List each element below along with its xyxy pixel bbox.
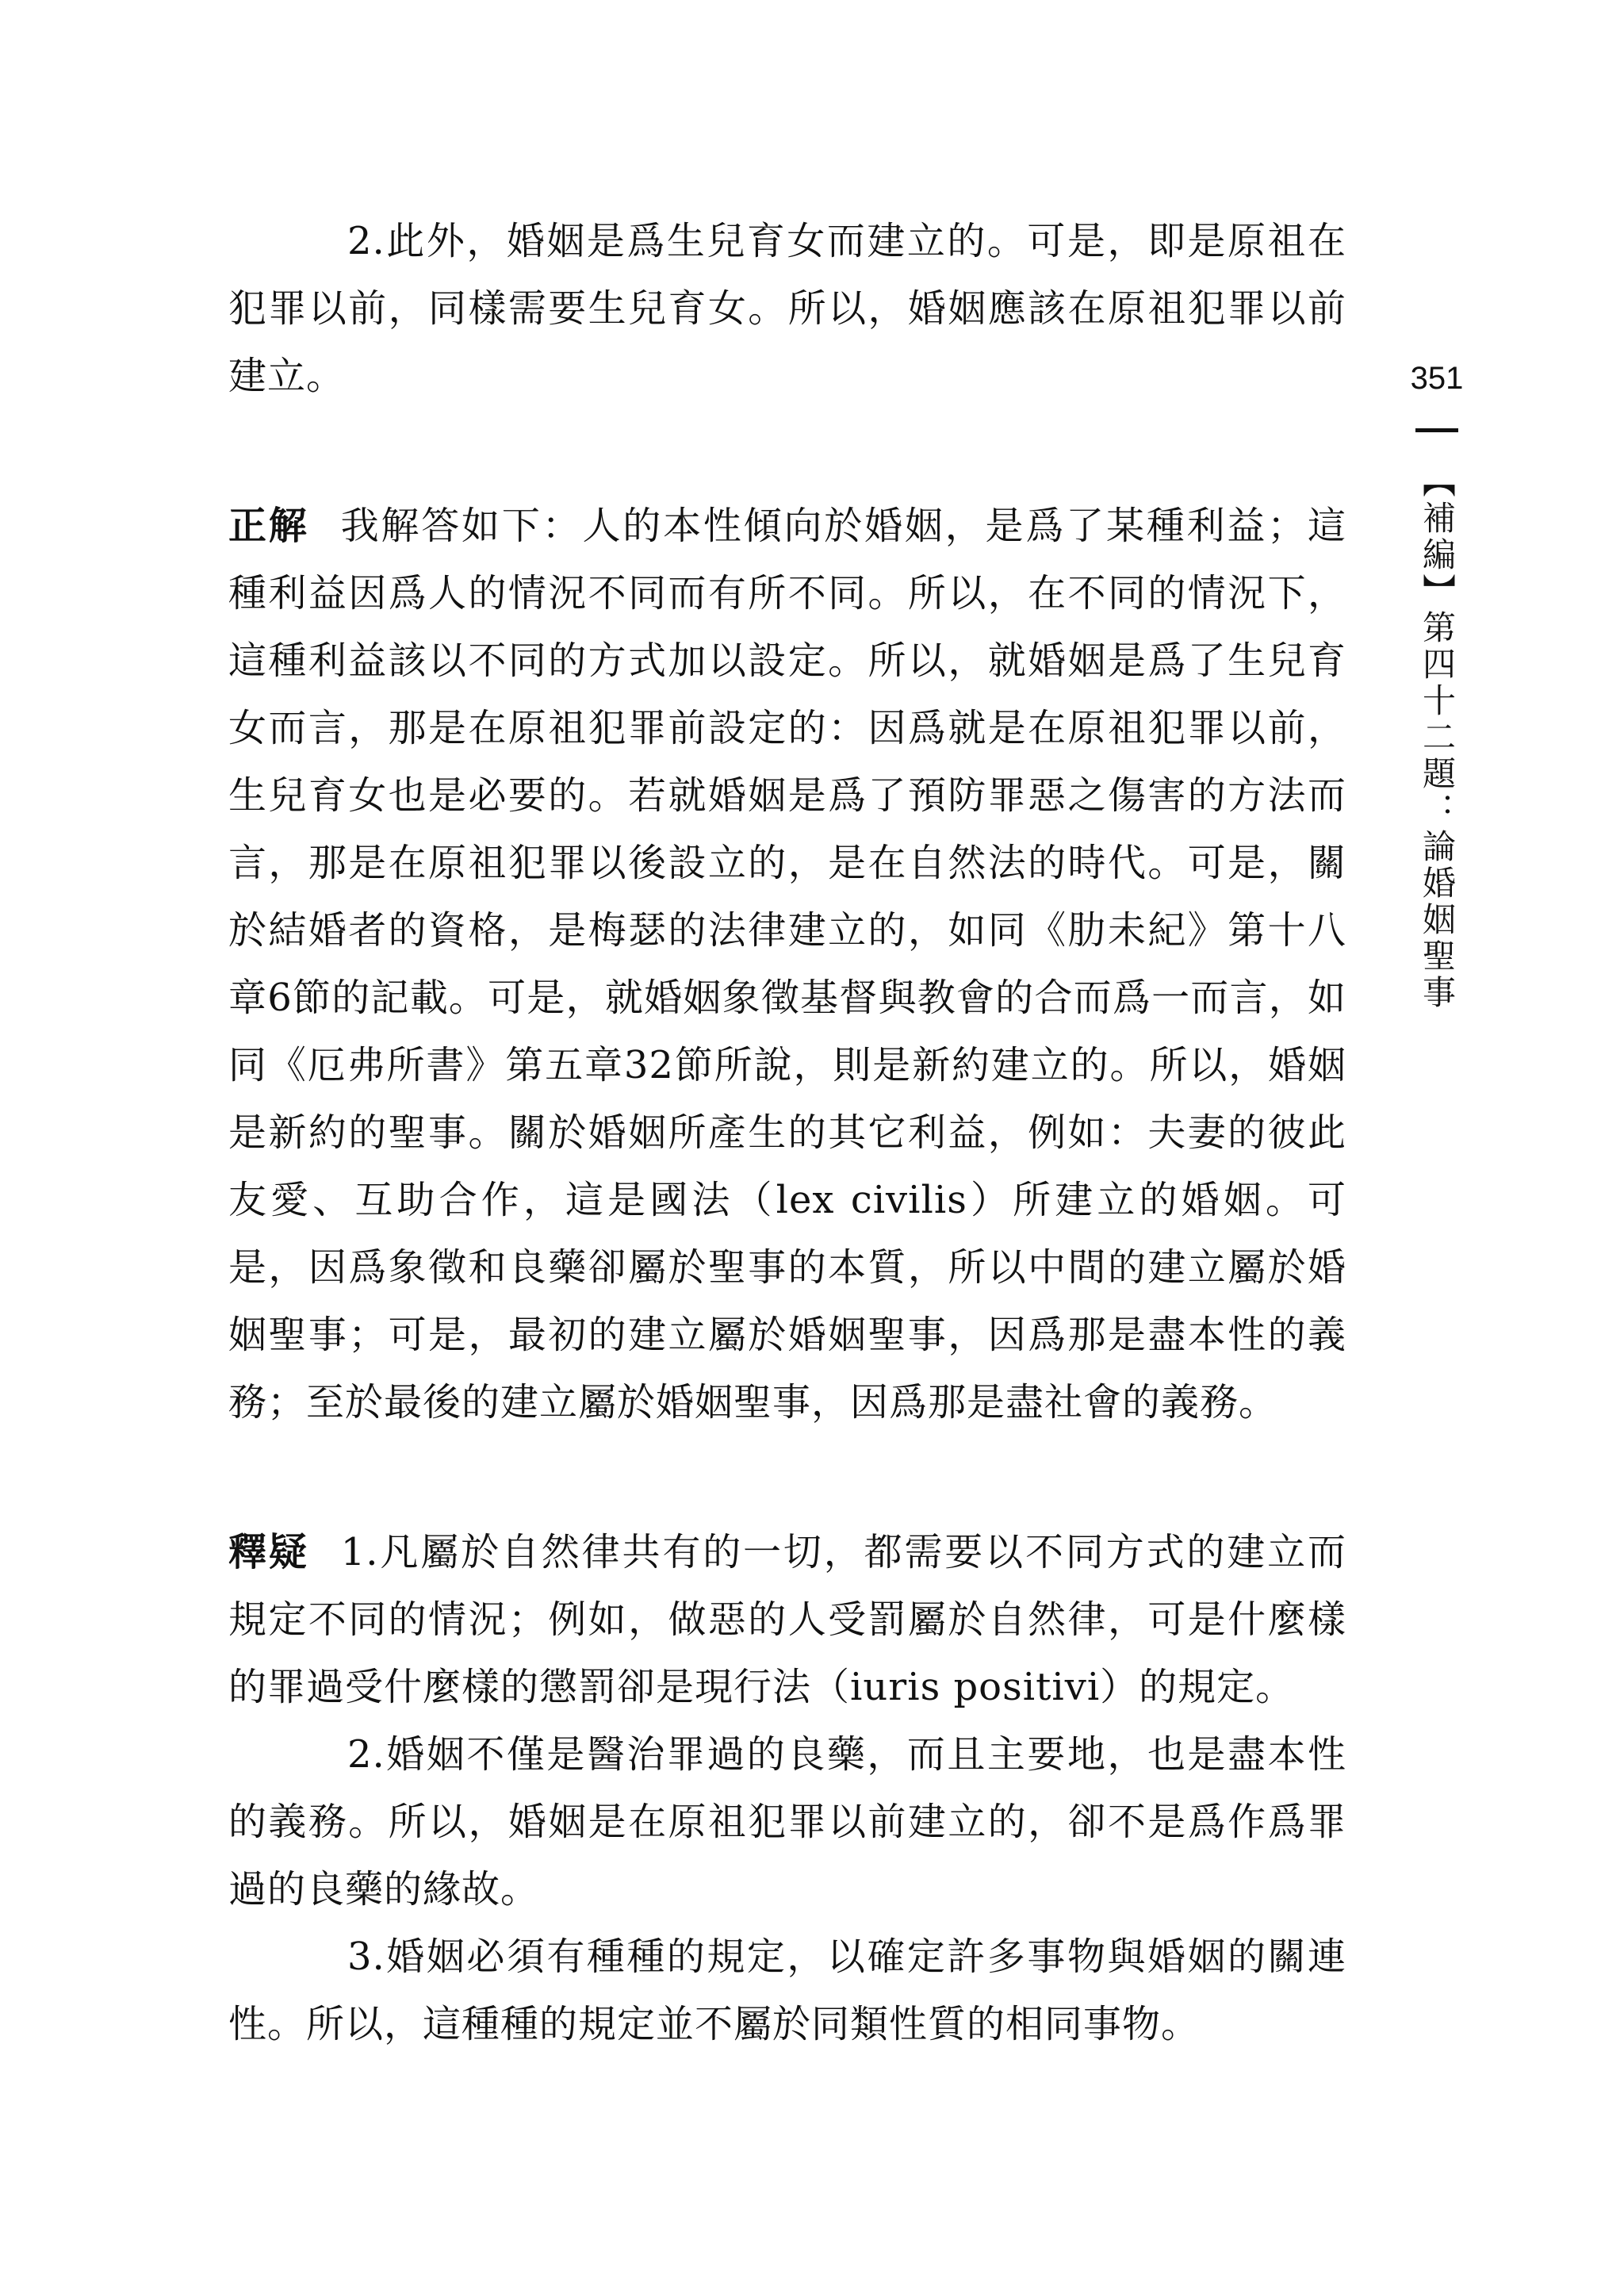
- objection-2-paragraph: 2.此外，婚姻是爲生兒育女而建立的。可是，即是原祖在犯罪以前，同樣需要生兒育女。所以，婚姻應該在原祖犯罪以前建立。: [228, 219, 1346, 398]
- answer-label: 正解: [228, 504, 309, 548]
- answer-paragraph: [228, 493, 1346, 1436]
- header-rule: [1415, 428, 1458, 432]
- page-number: 351: [1410, 361, 1464, 396]
- answer-text: 我解答如下：人的本性傾向於婚姻，是爲了某種利益；這種利益因爲人的情況不同而有所不同。所以，在不同的情況下，這種利益該以不同的方式加以設定。所以，就婚姻是爲了生兒育女而言，那是在原祖犯罪前設定的：因爲就是在原祖犯罪以前，生兒育女也是必要的。若就婚姻是爲了預防罪惡之傷害的方法而言，那是在原祖犯罪以後設立的，是在自然法的時代。可是，關於結婚者的資格，是梅瑟的法律建立的，如同《肋未紀》第十八章6節的記載。可是，就婚姻象徵基督與教會的合而爲一而言，如同《厄弗所書》第五章32節所說，則是新約建立的。所以，婚姻是新約的聖事。關於婚姻所產生的其它利益，例如：夫妻的彼此友愛、互助合作，這是國法（lex civilis）所建立的婚姻。可是，因爲象徵和良藥卻屬於聖事的本質，所以中間的建立屬於婚姻聖事；可是，最初的建立屬於婚姻聖事，因爲那是盡本性的義務；至於最後的建立屬於婚姻聖事，因爲那是盡社會的義務。: [228, 504, 1346, 1425]
- reply-1-text: 1.凡屬於自然律共有的一切，都需要以不同方式的建立而規定不同的情況；例如，做惡的人受罰屬於自然律，可是什麼樣的罪過受什麼樣的懲罰卻是現行法（iuris positivi）的規定。: [228, 1530, 1346, 1709]
- reply-2-paragraph: 2.婚姻不僅是醫治罪過的良藥，而且主要地，也是盡本性的義務。所以，婚姻是在原祖犯罪以前建立的，卻不是爲作爲罪過的良藥的緣故。: [228, 1732, 1346, 1911]
- body-text: [228, 208, 1346, 2058]
- reply-3-paragraph: 3.婚姻必須有種種的規定，以確定許多事物與婚姻的關連性。所以，這種種的規定並不屬於同類性質的相同事物。: [228, 1934, 1346, 2046]
- reply-1-paragraph: [228, 1519, 1346, 1721]
- running-head: 【補編】第四十二題：論婚姻聖事: [1418, 464, 1457, 1011]
- reply-label: 釋疑: [228, 1530, 309, 1574]
